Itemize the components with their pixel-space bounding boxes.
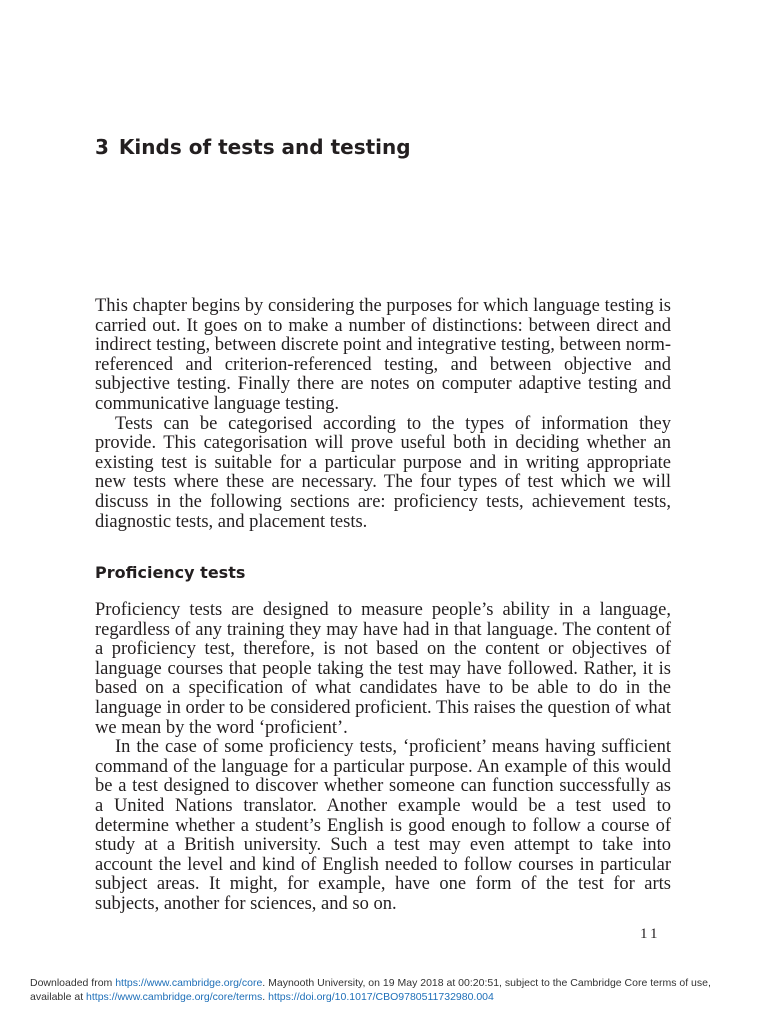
chapter-title [95, 132, 411, 162]
proficiency-paragraph-1: Proficiency tests are designed to measure people’s ability in a language, regardless of any training they may have had in that language. The content of a proficiency test, therefore, is not based on the content or objectives of language courses that people taking the test may have followed. Rather, it is based on a specification of what candidates have to be able to do in the language in order to be considered proficient. This raises the question of what we mean by the word ‘proficient’. [95, 600, 671, 738]
footer-separator: . [262, 991, 269, 1003]
intro-paragraph-1: This chapter begins by considering the purposes for which language testing is carried out. It goes on to make a number of distinctions: between direct and indirect testing, between discrete point and integrative testing, between norm-referenced and criterion-referenced testing, and between objective and subjective testing. Finally there are notes on computer adaptive testing and communicative language testing. [95, 296, 671, 414]
footer-link-core[interactable]: https://www.cambridge.org/core [115, 977, 263, 989]
chapter-number: 3 [95, 135, 109, 159]
section-heading-proficiency-tests: Proficiency tests [95, 563, 246, 582]
footer-link-terms[interactable]: https://www.cambridge.org/core/terms [86, 991, 263, 1003]
intro-section [95, 297, 671, 532]
proficiency-section [95, 601, 671, 915]
footer-middle: . Maynooth University, on 19 May 2018 at 00:20:51, subject to the Cambridge Core terms of use, available at [30, 977, 711, 1003]
intro-paragraph-2: Tests can be categorised according to the types of information they provide. This categorisation will prove useful both in deciding whether an existing test is suitable for a particular purpose and in writing appropriate new tests where these are necessary. The four types of test which we will discuss in the following sections are: proficiency tests, achievement tests, diagnostic tests, and placement tests. [95, 413, 671, 532]
footer-prefix: Downloaded from [30, 977, 116, 989]
page-number: 11 [640, 926, 661, 942]
proficiency-paragraph-2: In the case of some proficiency tests, ‘proficient’ means having sufficient command of the language for a particular purpose. An example of this would be a test designed to discover whether someone can function successfully as a United Nations translator. Another example would be a test used to determine whether a student’s English is good enough to follow a course of study at a British university. Such a test may even attempt to take into account the level and kind of English needed to follow courses in particular subject areas. It might, for example, have one form of the test for arts subjects, another for sciences, and so on. [95, 737, 671, 914]
footer-link-doi[interactable]: https://doi.org/10.1017/CBO9780511732980.004 [268, 991, 494, 1003]
download-footer [30, 976, 750, 1004]
chapter-title-text: Kinds of tests and testing [118, 135, 411, 159]
